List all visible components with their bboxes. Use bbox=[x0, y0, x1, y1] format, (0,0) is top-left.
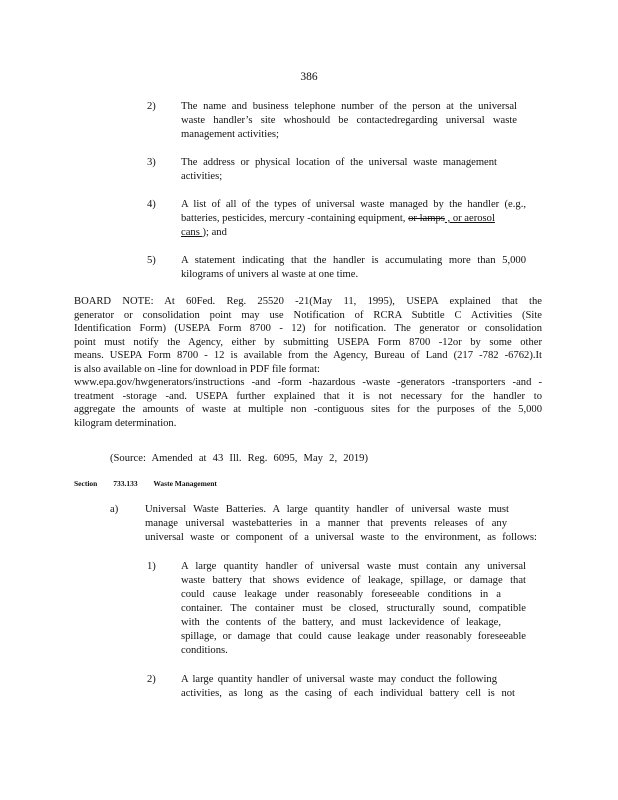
item-number: 4) bbox=[147, 199, 156, 210]
board-note-line: kilogram determination. bbox=[74, 417, 177, 429]
item-number: 3) bbox=[147, 157, 156, 168]
board-note-line: treatment -storage -and. USEPA further explained that it is not necessary for the handler to bbox=[74, 390, 542, 402]
section-title: Waste Management bbox=[153, 479, 217, 488]
item-line: kilograms of univers al waste at one time. bbox=[181, 269, 359, 280]
subsection-a bbox=[145, 503, 537, 545]
board-note-line: Identification Form) (USEPA Form 8700 - 12) for notification. The generator or consolidation bbox=[74, 323, 542, 334]
item-number: 1) bbox=[147, 561, 156, 572]
item-line bbox=[181, 212, 526, 226]
board-note-line: point must notify the Agency, either by submitting USEPA Form 8700 -12or by some other bbox=[74, 336, 542, 348]
inserted-text: cans bbox=[181, 227, 203, 238]
item-line: A large quantity handler of universal waste may conduct the following bbox=[181, 674, 497, 685]
list-item bbox=[181, 156, 497, 184]
item-line: activities; bbox=[181, 171, 223, 182]
list-item bbox=[181, 673, 515, 701]
board-note-line: means. USEPA Form 8700 - 12 is available from the Agency, Bureau of Land (217 -782 -6762).It bbox=[74, 350, 542, 361]
subsection-line: universal waste or component of a universal waste to the environment, as follows: bbox=[145, 532, 537, 543]
inserted-text: , or aerosol bbox=[444, 213, 495, 224]
list-item bbox=[181, 100, 517, 142]
item-line: waste battery that shows evidence of leakage, spillage, or damage that bbox=[181, 575, 526, 586]
item-text: batteries, pesticides, mercury -containing equipment, bbox=[181, 213, 409, 224]
item-line: management activities; bbox=[181, 129, 279, 140]
list-item bbox=[181, 198, 526, 240]
item-line: A statement indicating that the handler is accumulating more than 5,000 bbox=[181, 255, 526, 266]
item-line: activities, as long as the casing of each individual battery cell is not bbox=[181, 688, 515, 699]
section-label: Section bbox=[74, 479, 98, 488]
board-note-line: is also available on -line for download in PDF file format: bbox=[74, 363, 320, 375]
item-line: The address or physical location of the universal waste management bbox=[181, 157, 497, 168]
section-number: 733.133 bbox=[113, 479, 138, 488]
item-line: waste handler’s site whoshould be contactedregarding universal waste bbox=[181, 115, 517, 126]
list-item bbox=[181, 560, 526, 658]
item-line bbox=[181, 226, 526, 240]
item-line: container. The container must be closed, structurally sound, compatible bbox=[181, 603, 526, 614]
source-line: (Source: Amended at 43 Ill. Reg. 6095, May 2, 2019) bbox=[110, 453, 368, 464]
item-line: spillage, or damage that could cause leakage under reasonably foreseeable bbox=[181, 631, 526, 642]
subsection-line: manage universal wastebatteries in a manner that prevents releases of any bbox=[145, 518, 507, 529]
item-line: A large quantity handler of universal waste must contain any universal bbox=[181, 561, 526, 572]
item-line: A list of all of the types of universal waste managed by the handler (e.g., bbox=[181, 199, 526, 210]
board-note-line: BOARD NOTE: At 60Fed. Reg. 25520 -21(May 11, 1995), USEPA explained that the bbox=[74, 296, 542, 307]
board-note-line: www.epa.gov/hwgenerators/instructions -and -form -hazardous -waste -generators -transporters -and - bbox=[74, 377, 542, 388]
page-number: 386 bbox=[300, 71, 318, 83]
item-number: 5) bbox=[147, 255, 156, 266]
board-note-line: aggregate the amounts of waste at multiple non -contiguous sites for the purposes of the 5,000 bbox=[74, 404, 542, 415]
item-number: 2) bbox=[147, 101, 156, 112]
board-note bbox=[74, 295, 542, 430]
item-number: 2) bbox=[147, 674, 156, 685]
deleted-text: or lamps bbox=[408, 213, 445, 224]
item-line: could cause leakage under reasonably foreseeable conditions in a bbox=[181, 589, 501, 600]
source-note bbox=[110, 452, 368, 466]
list-item bbox=[181, 254, 526, 282]
board-note-line: generator or consolidation point may use Notification of RCRA Subtitle C Activities (Site bbox=[74, 309, 542, 321]
item-line: The name and business telephone number of the person at the universal bbox=[181, 101, 517, 112]
item-text: ); and bbox=[202, 227, 227, 238]
section-heading bbox=[74, 479, 231, 488]
item-line: with the contents of the battery, and must lackevidence of leakage, bbox=[181, 617, 501, 628]
subsection-number: a) bbox=[110, 504, 119, 515]
item-line: conditions. bbox=[181, 645, 228, 656]
subsection-line: Universal Waste Batteries. A large quantity handler of universal waste must bbox=[145, 504, 509, 515]
